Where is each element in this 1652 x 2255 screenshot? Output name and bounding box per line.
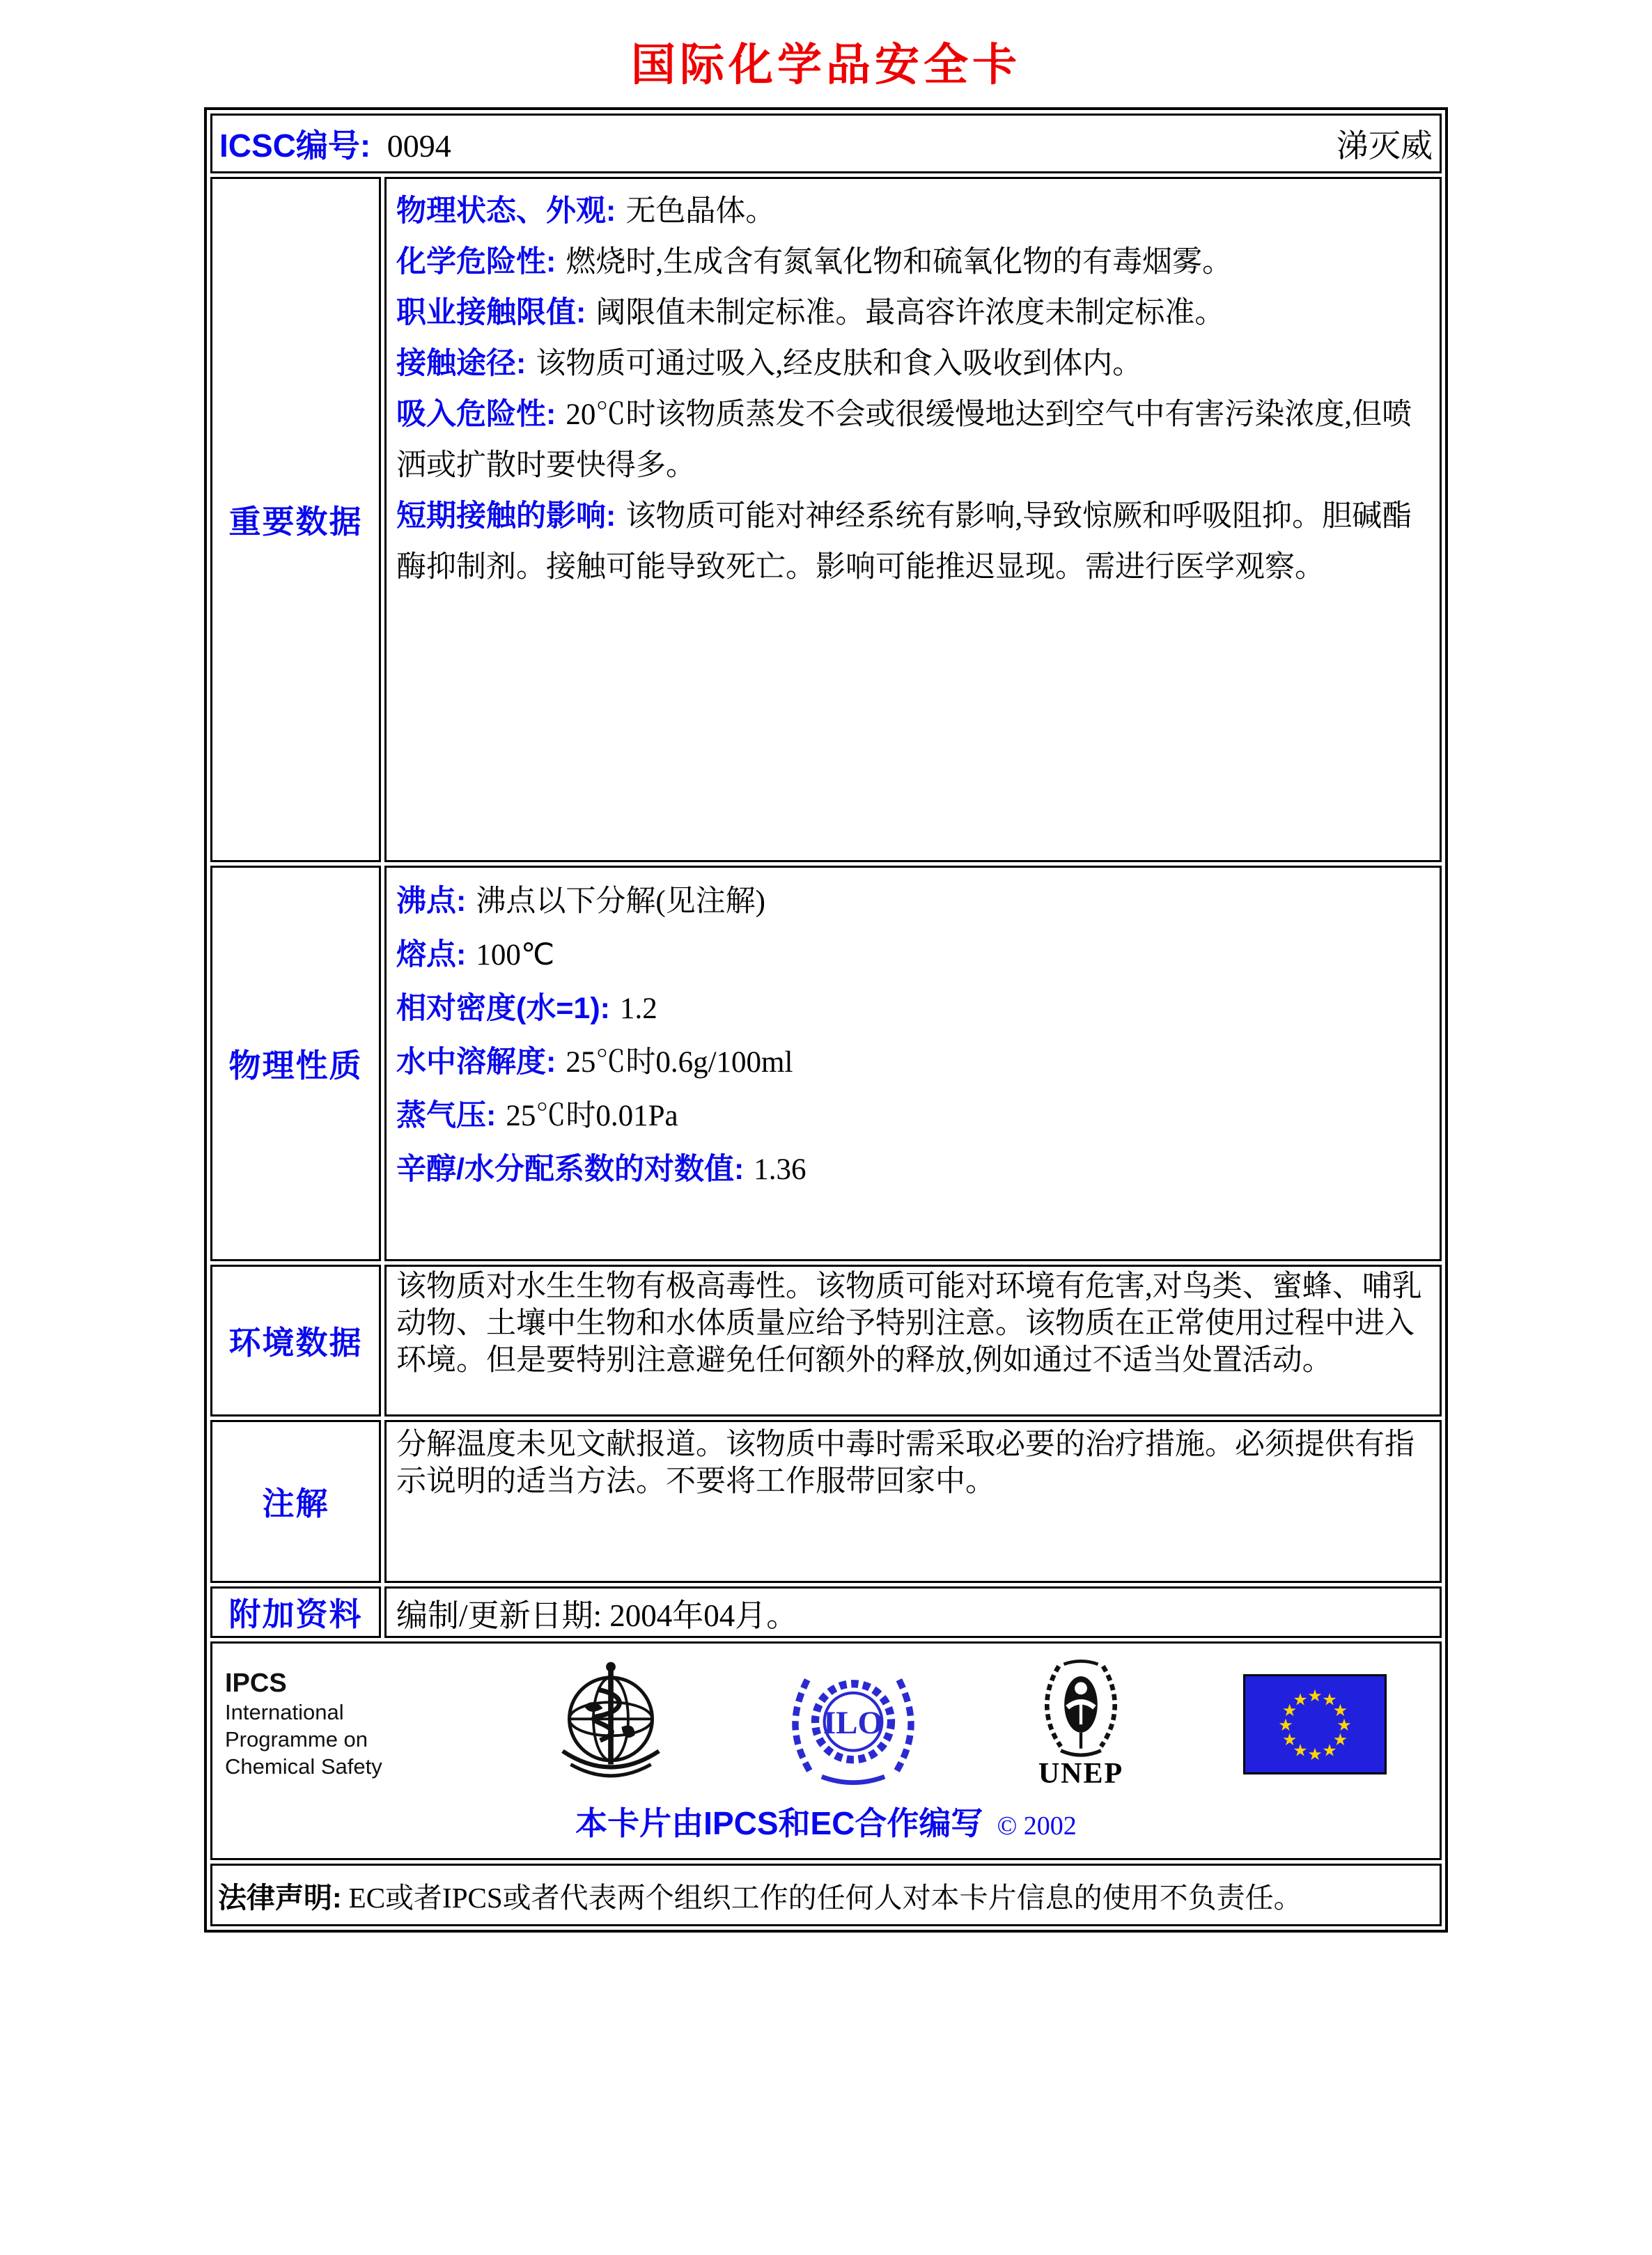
page-title: 国际化学品安全卡 [631,40,1021,90]
notes-content [384,1420,1442,1583]
field-label: 蒸气压: [396,1099,497,1132]
svg-text:★: ★ [1337,1715,1352,1735]
important-data-row [210,177,1442,862]
ipcs-title: IPCS [225,1669,287,1698]
property-item [396,237,1430,288]
field-value: 1.2 [619,992,657,1025]
unep-icon [1029,1658,1133,1763]
additional-info-row [210,1586,1442,1638]
section-label-environment: 环境数据 [210,1265,381,1417]
field-label: 物理状态、外观: [396,194,616,228]
property-item [396,982,1430,1036]
svg-text:★: ★ [1307,1745,1323,1764]
environment-data-row [210,1265,1442,1417]
legal-row [210,1864,1442,1926]
field-label: 化学危险性: [396,245,556,279]
svg-text:★: ★ [1307,1686,1323,1706]
chemical-name: 涕灭威 [1337,128,1433,164]
card-caption: 本卡片由IPCS和EC合作编写 [575,1805,983,1841]
ipcs-subtitle-line: Chemical Safety [225,1754,382,1779]
card-caption-line [219,1798,1433,1844]
svg-text:★: ★ [1293,1740,1308,1761]
header-cell [210,114,1442,173]
field-label: 吸入危险性: [396,398,556,431]
environment-data-content [384,1265,1442,1417]
svg-text:★: ★ [1332,1730,1348,1749]
update-date-text: 编制/更新日期: 2004年04月。 [396,1598,798,1633]
property-item [396,1036,1430,1089]
svg-text:★: ★ [1332,1701,1348,1720]
property-item [396,338,1430,389]
svg-text:★: ★ [1322,1740,1337,1761]
field-label: 辛醇/水分配系数的对数值: [396,1153,745,1186]
property-item [396,875,1430,928]
field-label: 熔点: [396,938,467,972]
unep-logo-block [1029,1658,1133,1790]
field-value: 100℃ [476,939,555,972]
field-label: 沸点: [396,884,467,918]
field-label: 相对密度(水=1): [396,992,610,1025]
svg-text:★: ★ [1322,1690,1337,1710]
eu-flag-icon [1243,1674,1387,1774]
legal-label: 法律声明: [218,1881,342,1914]
notes-row [210,1420,1442,1583]
important-data-content [384,177,1442,862]
field-value: 20℃时该物质蒸发不会或很缓慢地达到空气中有害污染浓度,但喷洒或扩散时要快得多。 [396,398,1412,482]
field-value: 阈限值未制定标准。最高容许浓度未制定标准。 [595,297,1225,329]
property-item [396,288,1430,338]
icsc-number-group [219,120,451,166]
notes-text: 分解温度未见文献报道。该物质中毒时需采取必要的治疗措施。必须提供有指示说明的适当方法。不要将工作服带回家中。 [396,1428,1415,1498]
field-label: 短期接触的影响: [396,499,616,533]
icsc-number-label: ICSC编号: [219,127,371,164]
physical-properties-content [384,866,1442,1261]
ipcs-subtitle-line: Programme on [225,1727,368,1751]
svg-text:★: ★ [1281,1701,1298,1720]
additional-info-content [384,1586,1442,1638]
logos-cell [210,1641,1442,1860]
legal-cell [210,1864,1442,1926]
svg-text:ILO: ILO [823,1705,884,1742]
field-value: 25℃时0.6g/100ml [566,1046,793,1079]
physical-properties-row [210,866,1442,1261]
field-value: 沸点以下分解(见注解) [476,885,765,918]
section-label-notes: 注解 [210,1420,381,1583]
property-item [396,491,1430,593]
ipcs-subtitle-line: International [225,1700,344,1724]
environment-text: 该物质对水生生物有极高毒性。该物质可能对环境有危害,对鸟类、蜜蜂、哺乳动物、土壤中生物和水体质量应给予特别注意。该物质在正常使用过程中进入环境。但是要特别注意避免任何额外的释放,例如通过不适当处置活动。 [396,1270,1422,1377]
icsc-card-table [204,107,1448,1933]
ipcs-logo-block [225,1669,434,1780]
property-item [396,389,1430,491]
field-value: 1.36 [754,1153,806,1186]
svg-text:★: ★ [1278,1715,1293,1735]
header-row [210,114,1442,173]
section-label-physical: 物理性质 [210,866,381,1261]
property-item [396,1143,1430,1196]
who-icon [544,1657,678,1791]
field-label: 水中溶解度: [396,1045,556,1079]
svg-text:★: ★ [1293,1690,1308,1710]
legal-text: EC或者IPCS或者代表两个组织工作的任何人对本卡片信息的使用不负责任。 [348,1881,1302,1914]
field-label: 接触途径: [396,347,527,380]
property-item [396,186,1430,237]
section-label-important: 重要数据 [210,177,381,862]
logos-row [210,1641,1442,1860]
icsc-number-value: 0094 [387,128,451,164]
ilo-icon [788,1659,919,1790]
field-value: 该物质可通过吸入,经皮肤和食入吸收到体内。 [536,348,1143,380]
copyright: © 2002 [997,1811,1077,1841]
field-label: 职业接触限值: [396,296,586,329]
section-label-additional: 附加资料 [210,1586,381,1638]
property-item [396,1089,1430,1143]
unep-wordmark: UNEP [1038,1758,1124,1790]
field-value: 25℃时0.01Pa [506,1100,678,1132]
field-value: 燃烧时,生成含有氮氧化物和硫氧化物的有毒烟雾。 [566,246,1233,279]
field-value: 无色晶体。 [625,195,776,228]
field-value: 该物质可能对神经系统有影响,导致惊厥和呼吸阻抑。胆碱酯酶抑制剂。接触可能导致死亡。影响可能推迟显现。需进行医学观察。 [396,500,1412,584]
property-item [396,928,1430,982]
svg-text:★: ★ [1281,1730,1298,1749]
